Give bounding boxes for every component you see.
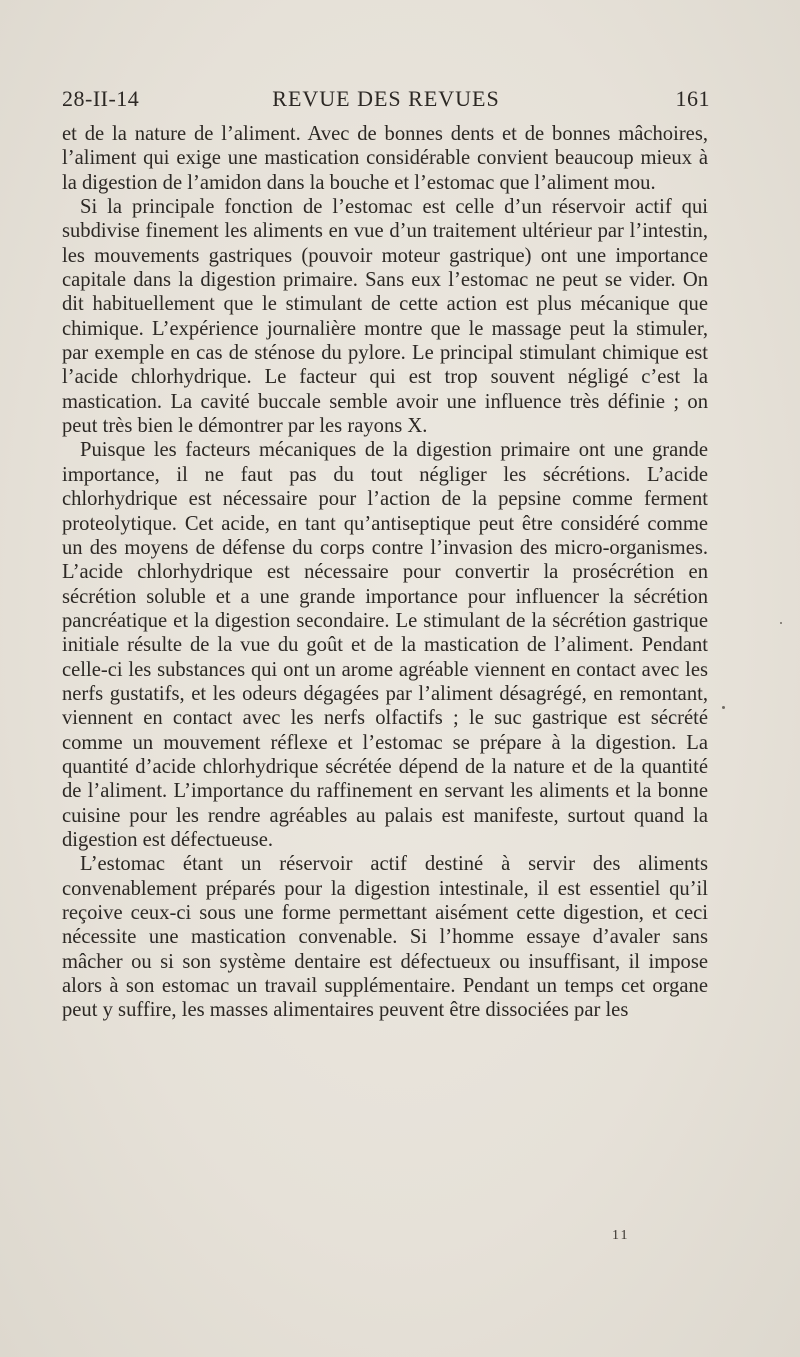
header-journal-section: REVUE DES REVUES xyxy=(272,86,500,111)
paragraph-continuation: et de la nature de l’aliment. Avec de bonnes dents et de bonnes mâchoires, l’aliment qui exige une mastication considérable convient beaucoup mieux à la digestion de l’amidon dans la bouche et l’estomac que l’aliment mou. xyxy=(62,123,708,194)
paper-speck xyxy=(780,622,782,624)
signature-mark: 11 xyxy=(612,1228,630,1243)
paragraph-secretions: Puisque les facteurs mécaniques de la digestion primaire ont une grande importance, il ne faut pas du tout négliger les sécrétions. L’acide chlorhydrique est nécessaire pour l’action de la pepsine comme ferment proteolytique. Cet acide, en tant qu’antiseptique peut être considéré comme un des moyens de défense du corps contre l’invasion des micro-organismes. L’acide chlorhydrique est nécessaire pour convertir la prosécrétion en sécrétion soluble et a une grande importance pour influencer la sécrétion pancréatique et la digestion secondaire. Le stimulant de la sécrétion gastrique initiale résulte de la vue du goût et de la mastication de l’aliment. Pendant celle-ci les substances qui ont un arome agréable viennent en contact avec les nerfs gustatifs, et les odeurs dégagées par l’aliment désagrégé, en remontant, viennent en contact avec les nerfs olfactifs ; le suc gastrique est sécrété comme un mouvement réflexe et l’estomac se prépare à la digestion. La quantité d’acide chlorhydrique sécrétée dépend de la nature et de la quantité de l’aliment. L’importance du raffinement en servant les aliments et la bonne cuisine pour les rendre agréables au palais est manifeste, surtout quand la digestion est défectueuse. xyxy=(62,439,708,851)
running-header xyxy=(62,86,710,116)
article-body xyxy=(62,122,708,1023)
header-date: 28-II-14 xyxy=(62,86,140,111)
paragraph-stomach-function: Si la principale fonction de l’estomac est celle d’un réservoir actif qui subdivise finement les aliments en vue d’un traitement ultérieur par l’intestin, les mouvements gastriques (pouvoir moteur gastrique) ont une importance capitale dans la digestion primaire. Sans eux l’estomac ne peut se vider. On dit habituellement que le stimulant de cette action est plus mécanique que chimique. L’expérience journalière montre que le massage peut la stimuler, par exemple en cas de sténose du pylore. Le principal stimulant chimique est l’acide chlorhydrique. Le facteur qui est trop souvent négligé c’est la mastication. La cavité buccale semble avoir une influence très définie ; on peut très bien le démontrer par les rayons X. xyxy=(62,196,708,438)
paper-speck xyxy=(722,706,725,709)
page-number: 161 xyxy=(675,86,710,111)
paragraph-mastication: L’estomac étant un réservoir actif destiné à servir des aliments convenablement préparés pour la digestion intestinale, il est essentiel qu’il reçoive ceux-ci sous une forme permettant aisément cette digestion, et ceci nécessite une mastication convenable. Si l’homme essaye d’avaler sans mâcher ou si son système dentaire est défectueux ou insuffisant, il impose alors à son estomac un travail supplémentaire. Pendant un temps cet organe peut y suffire, les masses alimentaires peuvent être dissociées par les xyxy=(62,853,708,1022)
